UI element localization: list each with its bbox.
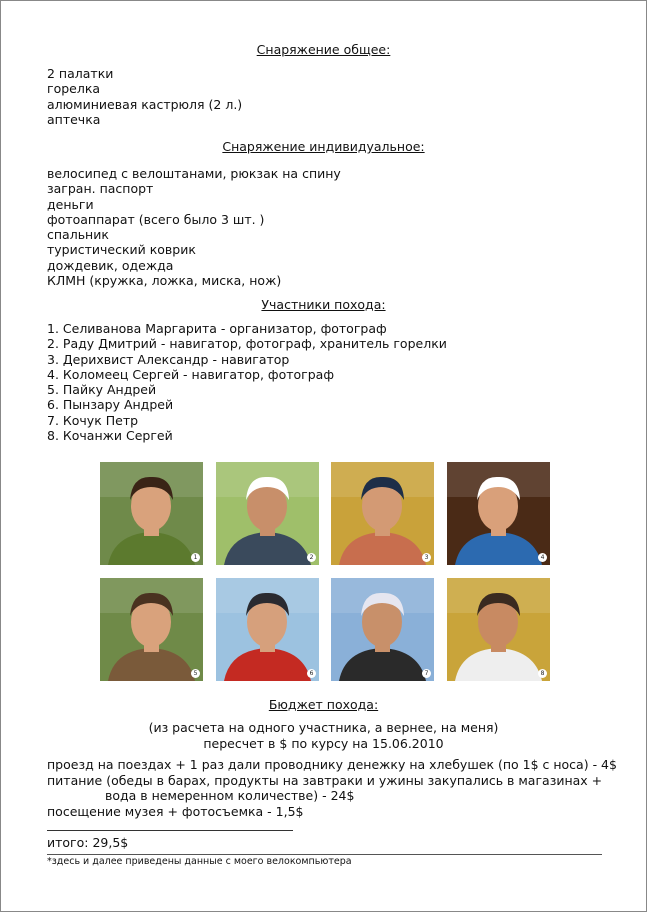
participant-photo-2 — [216, 462, 319, 565]
list-item: 4. Коломеец Сергей - навигатор, фотограф — [47, 366, 335, 382]
participant-photo-1 — [100, 462, 203, 565]
portrait-man-photo — [331, 462, 434, 565]
budget-line-transport: проезд на поездах + 1 раз дали проводнику денежку на хлебушек (по 1$ с носа) - 4$ — [47, 757, 617, 772]
participant-photo-8 — [447, 578, 550, 681]
participants-list — [47, 321, 447, 443]
list-item: загран. паспорт — [47, 181, 154, 197]
participant-photos — [100, 462, 552, 684]
participant-photo-5 — [100, 578, 203, 681]
portrait-man-photo — [100, 578, 203, 681]
list-item: 1. Селиванова Маргарита - организатор, фотограф — [47, 321, 387, 336]
participant-photo-7 — [331, 578, 434, 681]
individual-equipment-heading: Снаряжение индивидуальное: — [222, 139, 425, 154]
list-item: 2 палатки — [47, 66, 114, 81]
footnote-divider — [47, 854, 602, 855]
list-item: дождевик, одежда — [47, 257, 174, 273]
photo-number-badge: 1 — [191, 553, 200, 562]
list-item: 6. Пынзару Андрей — [47, 397, 174, 413]
portrait-man-photo — [447, 462, 550, 565]
footnote: *здесь и далее приведены данные с моего велокомпьютера — [47, 856, 352, 867]
list-item: фотоаппарат (всего было 3 шт. ) — [47, 211, 265, 227]
budget-note: (из расчета на одного участника, а вернее, на меня) пересчет в $ по курсу на 15.06.2010 — [148, 720, 499, 751]
list-item: алюминиевая кастрюля (2 л.) — [47, 96, 243, 112]
list-item: КЛМН (кружка, ложка, миска, нож) — [47, 273, 282, 289]
photo-number-badge: 5 — [191, 669, 200, 678]
general-equipment-heading: Снаряжение общее: — [256, 42, 391, 57]
participant-photo-6 — [216, 578, 319, 681]
participant-photo-4 — [447, 462, 550, 565]
photo-number-badge: 7 — [422, 669, 431, 678]
list-item: 7. Кочук Петр — [47, 412, 139, 428]
list-item: велосипед с велоштанами, рюкзак на спину — [47, 166, 341, 181]
list-item: 3. Дерихвист Александр - навигатор — [47, 351, 290, 367]
list-item: горелка — [47, 81, 101, 97]
portrait-woman-photo — [100, 462, 203, 565]
individual-equipment-list — [47, 166, 341, 288]
budget-total: итого: 29,5$ — [47, 835, 129, 850]
budget-heading: Бюджет похода: — [268, 697, 379, 712]
list-item: деньги — [47, 196, 94, 212]
total-divider — [47, 830, 293, 831]
photo-number-badge: 8 — [538, 669, 547, 678]
general-equipment-list — [47, 66, 242, 127]
list-item: 2. Раду Дмитрий - навигатор, фотограф, хранитель горелки — [47, 336, 447, 352]
portrait-man-photo — [216, 578, 319, 681]
participants-heading: Участники похода: — [261, 297, 386, 312]
budget-lines — [47, 757, 617, 819]
list-item: 8. Кочанжи Сергей — [47, 428, 173, 444]
photo-number-badge: 6 — [307, 669, 316, 678]
budget-line-museum: посещение музея + фотосъемка - 1,5$ — [47, 803, 304, 819]
list-item: аптечка — [47, 111, 101, 127]
participant-photo-3 — [331, 462, 434, 565]
photo-number-badge: 4 — [538, 553, 547, 562]
budget-line-food: питание (обеды в барах, продукты на завтраки и ужины закупались в магазинах + — [47, 772, 603, 788]
list-item: спальник — [47, 227, 109, 243]
list-item: 5. Пайку Андрей — [47, 382, 157, 398]
portrait-man-photo — [331, 578, 434, 681]
portrait-man-photo — [447, 578, 550, 681]
portrait-man-photo — [216, 462, 319, 565]
list-item: туристический коврик — [47, 242, 196, 258]
budget-line-food-cont: вода в немеренном количестве) - 24$ — [105, 788, 355, 804]
photo-number-badge: 2 — [307, 553, 316, 562]
photo-number-badge: 3 — [422, 553, 431, 562]
